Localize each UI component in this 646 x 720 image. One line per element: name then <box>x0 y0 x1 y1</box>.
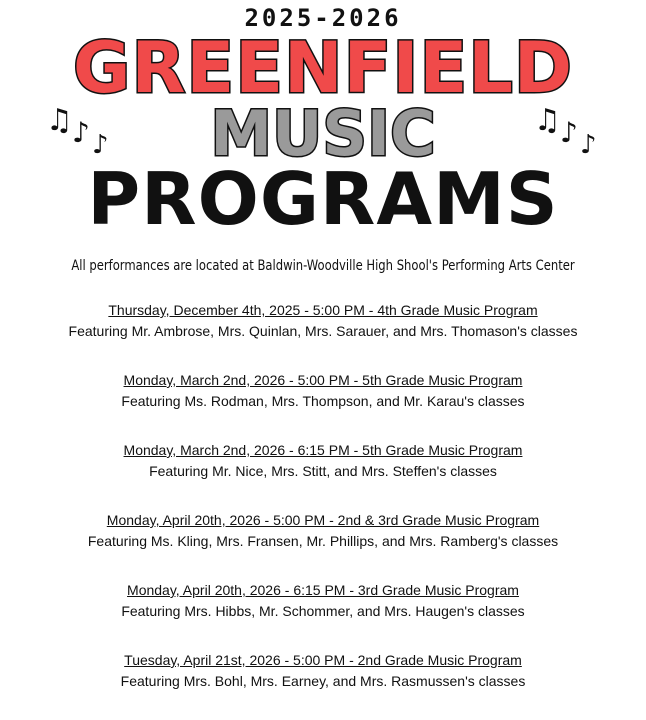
event-date: Monday, March 2nd, 2026 - 6:15 PM - 5th Grade Music Program <box>123 442 523 458</box>
event-item <box>0 300 646 370</box>
event-date: Monday, March 2nd, 2026 - 5:00 PM - 5th Grade Music Program <box>123 372 523 388</box>
event-item <box>0 440 646 510</box>
music-note-icon: ♫ <box>534 103 561 138</box>
event-featuring: Featuring Mrs. Bohl, Mrs. Earney, and Mrs. Rasmussen's classes <box>120 673 526 689</box>
music-note-icon: ♪ <box>580 130 597 160</box>
venue-subtitle: All performances are located at Baldwin-Woodville High Shool's Performing Arts Center <box>71 258 575 274</box>
event-featuring: Featuring Ms. Kling, Mrs. Fransen, Mr. Phillips, and Mrs. Ramberg's classes <box>87 533 559 549</box>
title-greenfield: GREENFIELD <box>73 27 573 109</box>
event-item <box>0 580 646 650</box>
music-note-icon: ♪ <box>72 116 90 149</box>
event-item <box>0 510 646 580</box>
title-music: MUSIC <box>210 97 436 170</box>
event-featuring: Featuring Mr. Ambrose, Mrs. Quinlan, Mrs. Sarauer, and Mrs. Thomason's classes <box>68 323 578 339</box>
event-date: Tuesday, April 21st, 2026 - 5:00 PM - 2nd Grade Music Program <box>124 652 522 668</box>
event-date: Monday, April 20th, 2026 - 5:00 PM - 2nd & 3rd Grade Music Program <box>106 512 540 528</box>
event-featuring: Featuring Ms. Rodman, Mrs. Thompson, and Mr. Karau's classes <box>121 393 525 409</box>
music-note-icon: ♪ <box>92 130 109 160</box>
music-note-icon: ♫ <box>46 103 73 138</box>
event-featuring: Featuring Mr. Nice, Mrs. Stitt, and Mrs. Steffen's classes <box>149 463 497 479</box>
event-date: Thursday, December 4th, 2025 - 5:00 PM - 4th Grade Music Program <box>108 302 538 318</box>
event-item <box>0 650 646 720</box>
event-list <box>0 300 646 720</box>
school-year-heading: 2025-2026 <box>244 4 402 32</box>
title-programs: PROGRAMS <box>87 157 559 241</box>
event-date: Monday, April 20th, 2026 - 6:15 PM - 3rd Grade Music Program <box>127 582 519 598</box>
music-note-icon: ♪ <box>560 116 578 149</box>
event-item <box>0 370 646 440</box>
event-featuring: Featuring Mrs. Hibbs, Mr. Schommer, and Mrs. Haugen's classes <box>121 603 525 619</box>
